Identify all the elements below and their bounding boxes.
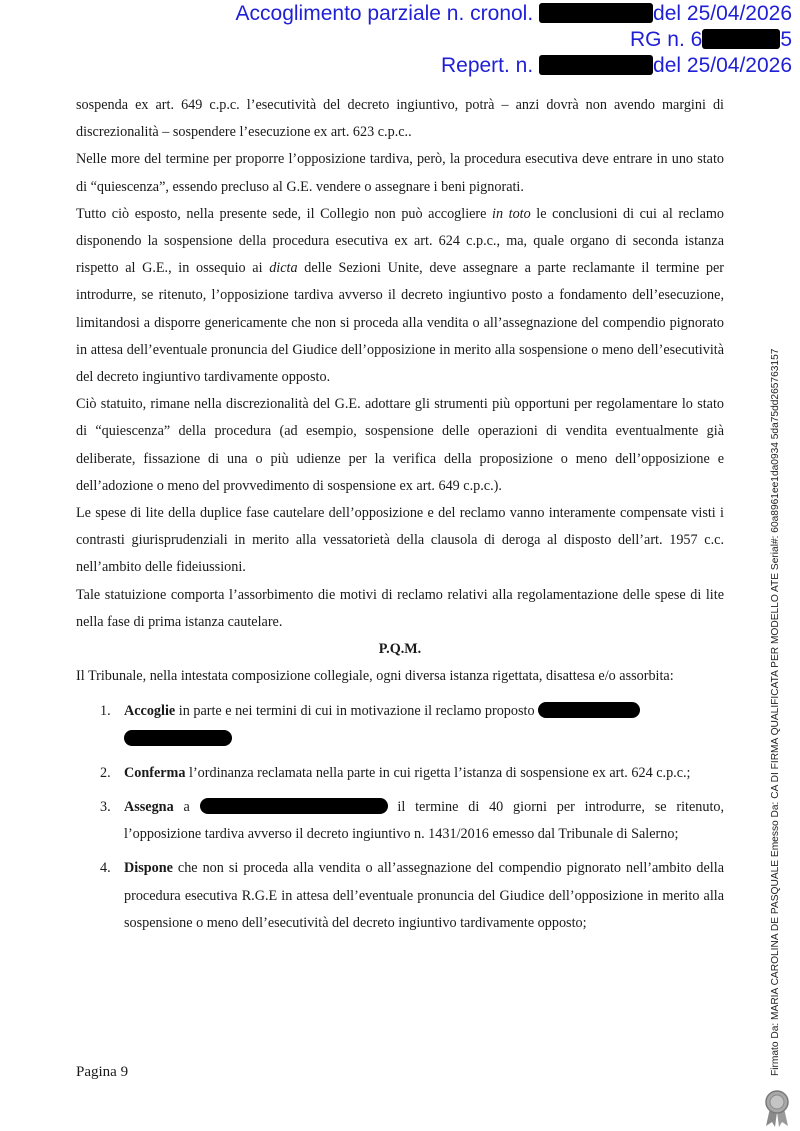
paragraph: Nelle more del termine per proporre l’opposizione tardiva, però, la procedura esecutiva deve entrare in uno stato di “quiescenza”, essendo precluso al G.E. vendere o assegnare i beni pignorati. xyxy=(76,151,724,195)
italic-term: dicta xyxy=(269,260,298,277)
header-cronol-label: Accoglimento parziale n. cronol. xyxy=(235,2,534,25)
pqm-intro: Il Tribunale, nella intestata composizione collegiale, ogni diversa istanza rigettata, disattesa e/o assorbita: xyxy=(76,668,674,685)
paragraph: sospenda ex art. 649 c.p.c. l’esecutività del decreto ingiuntivo, potrà – anzi dovrà non avendo margini di discrezionalità – sospendere l’esecuzione ex art. 623 c.p.c.. xyxy=(76,97,724,141)
italic-term: in toto xyxy=(492,205,531,222)
decision-verb: Accoglie xyxy=(124,703,176,720)
header-rg-suffix: 5 xyxy=(780,28,792,51)
redaction-box xyxy=(124,730,232,746)
decision-text: in parte e nei termini di cui in motivazione il reclamo proposto xyxy=(178,703,535,720)
header-cronol-date: del 25/04/2026 xyxy=(653,2,792,25)
list-item xyxy=(100,698,724,752)
signature-seal-icon xyxy=(760,1088,794,1128)
page-number: Pagina 9 xyxy=(76,1064,129,1080)
redaction-box xyxy=(538,702,640,718)
list-item xyxy=(100,794,725,848)
header-stamp-cronol xyxy=(236,1,792,27)
header-stamp-rg xyxy=(630,27,792,53)
paragraph-text: delle Sezioni Unite, deve assegnare a parte reclamante il termine per introdurre, se ritenuto, l’opposizione tardiva avverso il decreto ingiuntivo posto a fondamento dell’esecuzione, limitandosi a disporre genericamente che non si proceda alla vendita o all’assegnazione del compendio pignorato in attesa dell’eventuale pronuncia del Giudice dell’opposizione in merito alla sospensione o meno dell’esecutività del decreto ingiuntivo tardivamente opposto. xyxy=(76,260,725,386)
document-body xyxy=(76,92,724,944)
redaction-box xyxy=(702,29,780,49)
list-number: 3. xyxy=(100,799,111,816)
decision-text: l’ordinanza reclamata nella parte in cui rigetta l’istanza di sospensione ex art. 624 c.p.c.; xyxy=(189,764,691,781)
digital-signature-text: Firmato Da: MARIA CAROLINA DE PASQUALE Emesso Da: CA DI FIRMA QUALIFICATA PER MODELLO ATE Serial#: 60a8961ee1da0934 5da75dd265763157 xyxy=(770,348,781,1076)
decision-list xyxy=(76,698,724,937)
paragraph-text: le conclusioni di cui al reclamo disponendo la sospensione della procedura esecutiva ex art. 624 c.p.c., ma, quale organo di seconda istanza rispetto al G.E., in ossequio ai xyxy=(76,205,725,277)
redaction-box xyxy=(200,798,388,814)
header-rg-label: RG n. 6 xyxy=(629,28,703,51)
list-item xyxy=(100,855,724,937)
header-repert-date: del 25/04/2026 xyxy=(653,54,792,77)
paragraph: Ciò statuito, rimane nella discrezionalità del G.E. adottare gli strumenti più opportuni per regolamentare lo stato di “quiescenza” della procedura (ad esempio, sospensione delle operazioni di vendita eventualmente già deliberate, fissazione di una o più udienze per la verifica della proposizione o meno dell’opposizione e dell’adozione o meno del provvedimento di sospensione ex art. 649 c.p.c.). xyxy=(76,396,724,494)
redaction-box xyxy=(539,3,653,23)
decision-text: a xyxy=(183,799,190,816)
header-repert-label: Repert. n. xyxy=(440,54,534,77)
list-item xyxy=(100,760,724,787)
decision-verb: Dispone xyxy=(124,860,173,877)
decision-text: che non si proceda alla vendita o all’assegnazione del compendio pignorato nell’ambito della procedura esecutiva R.G.E in attesa dell’eventuale pronuncia del Giudice dell’opposizione in merito alla sospensione o meno dell’esecutività del decreto ingiuntivo tardivamente opposto; xyxy=(124,860,724,931)
paragraph xyxy=(76,201,724,391)
decision-verb: Assegna xyxy=(124,799,174,816)
pqm-heading: P.Q.M. xyxy=(378,641,422,658)
header-stamp-repert xyxy=(441,53,792,79)
list-number: 1. xyxy=(100,703,111,720)
list-number: 2. xyxy=(100,764,111,781)
paragraph: Tale statuizione comporta l’assorbimento die motivi di reclamo relativi alla regolamentazione delle spese di lite nella fase di prima istanza cautelare. xyxy=(76,586,724,630)
list-number: 4. xyxy=(100,860,111,877)
paragraph: Le spese di lite della duplice fase cautelare dell’opposizione e del reclamo vanno interamente compensate visti i contrasti giurisprudenziali in merito alla vessatorietà della clausola di deroga al disposto dell’art. 1957 c.c. nell’ambito delle fideiussioni. xyxy=(76,505,724,576)
redaction-box xyxy=(539,55,653,75)
decision-verb: Conferma xyxy=(124,764,186,781)
paragraph-text: Tutto ciò esposto, nella presente sede, il Collegio non può accogliere xyxy=(76,205,487,222)
decision-text: il termine di 40 giorni per introdurre, se ritenuto, l’opposizione tardiva avverso il decreto ingiuntivo n. 1431/2016 emesso dal Tribunale di Salerno; xyxy=(124,799,725,843)
